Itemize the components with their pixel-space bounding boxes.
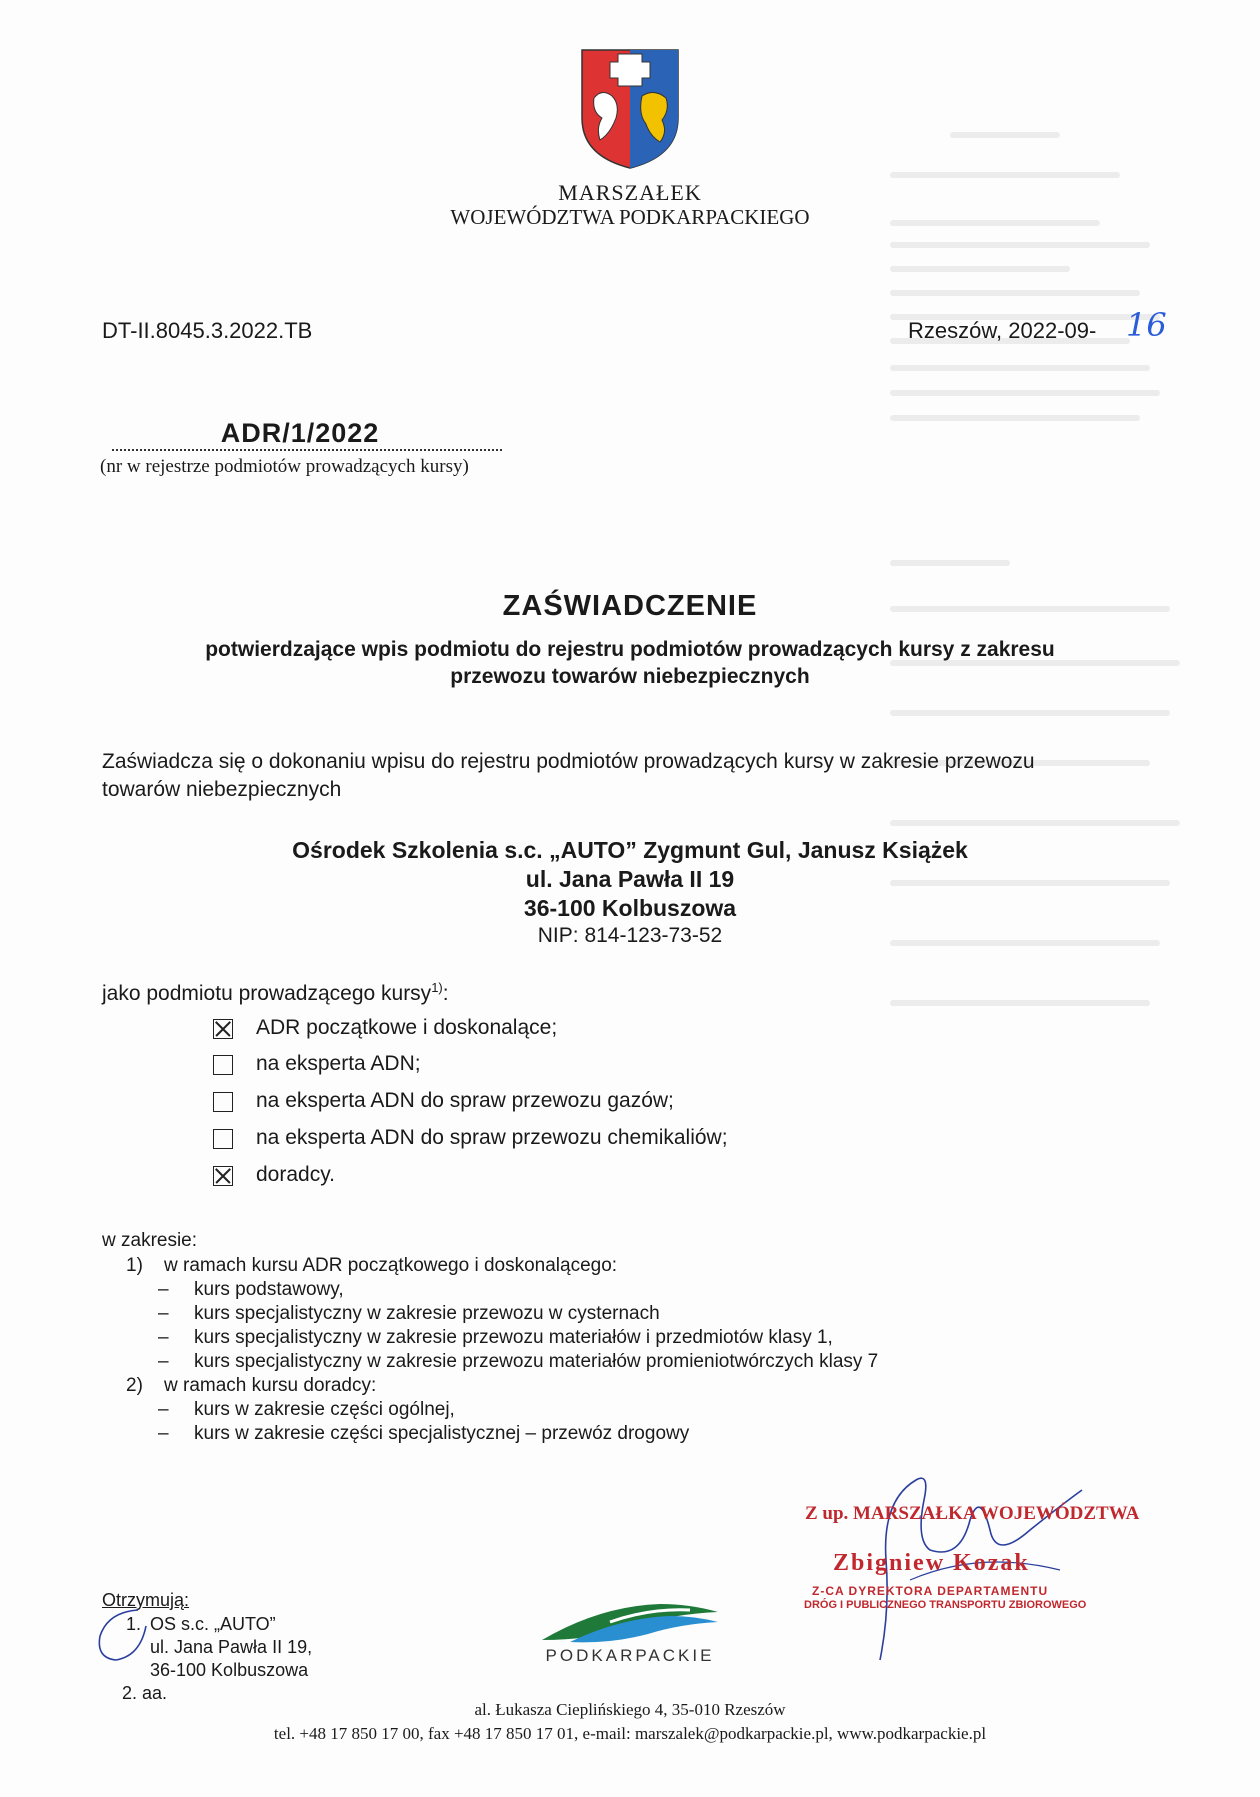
scope-group-label: w ramach kursu doradcy: bbox=[164, 1375, 377, 1396]
recipient-1-city: 36-100 Kolbuszowa bbox=[150, 1660, 309, 1680]
entity-city: 36-100 Kolbuszowa bbox=[523, 895, 737, 921]
scope-item-text: kurs specjalistyczny w zakresie przewozu materiałów i przedmiotów klasy 1, bbox=[194, 1327, 833, 1348]
reference-number: DT-II.8045.3.2022.TB bbox=[102, 318, 313, 343]
role-text bbox=[102, 980, 449, 1006]
scope-group-title bbox=[126, 1375, 376, 1397]
list-dash: – bbox=[158, 1303, 169, 1324]
register-number-dotted-line bbox=[112, 449, 502, 451]
scope-list-item bbox=[158, 1399, 455, 1421]
footer-contact: tel. +48 17 850 17 00, fax +48 17 850 17 01, e-mail: marszalek@podkarpackie.pl, www.podkarpackie.pl bbox=[273, 1724, 987, 1743]
recipient-1-name: OS s.c. „AUTO” bbox=[150, 1614, 276, 1634]
option-checkbox[interactable] bbox=[213, 1129, 233, 1149]
recipients-title: Otrzymują: bbox=[102, 1590, 190, 1610]
scope-item-text: kurs podstawowy, bbox=[194, 1279, 344, 1300]
scope-list-item bbox=[158, 1303, 660, 1325]
list-dash: – bbox=[158, 1399, 169, 1420]
stamp-position-line1: Z-CA DYREKTORA DEPARTAMENTU bbox=[812, 1584, 1049, 1598]
scope-group-number: 1) bbox=[126, 1255, 143, 1276]
option-label: ADR początkowe i doskonalące; bbox=[256, 1016, 558, 1039]
list-dash: – bbox=[158, 1279, 169, 1300]
option-checkbox[interactable] bbox=[213, 1092, 233, 1112]
intro-text-line1: Zaświadcza się o dokonaniu wpisu do rejestru podmiotów prowadzących kursy w zakresie przewozu bbox=[102, 750, 1035, 773]
scope-label: w zakresie: bbox=[102, 1230, 198, 1251]
list-dash: – bbox=[158, 1423, 169, 1444]
scope-list-item bbox=[158, 1351, 878, 1373]
scope-item-text: kurs specjalistyczny w zakresie przewozu materiałów promieniotwórczych klasy 7 bbox=[194, 1351, 879, 1372]
footnote-marker: 1) bbox=[431, 980, 443, 995]
document-subtitle-line1: potwierdzające wpis podmiotu do rejestru podmiotów prowadzących kursy z zakresu bbox=[205, 638, 1055, 661]
scope-list-item bbox=[158, 1423, 689, 1445]
option-label: na eksperta ADN do spraw przewozu gazów; bbox=[256, 1089, 674, 1112]
register-number: ADR/1/2022 bbox=[220, 418, 380, 448]
option-label: doradcy. bbox=[256, 1163, 335, 1186]
podkarpackie-brand-logo bbox=[540, 1596, 720, 1646]
recipient-2: 2. aa. bbox=[122, 1683, 168, 1703]
intro-text-line2: towarów niebezpiecznych bbox=[102, 778, 342, 801]
entity-nip: NIP: 814-123-73-52 bbox=[537, 924, 723, 947]
list-dash: – bbox=[158, 1327, 169, 1348]
recipient-1-street: ul. Jana Pawła II 19, bbox=[150, 1637, 313, 1657]
document-subtitle-line2: przewozu towarów niebezpiecznych bbox=[450, 665, 810, 688]
entity-name: Ośrodek Szkolenia s.c. „AUTO” Zygmunt Gul, Janusz Książek bbox=[292, 837, 968, 863]
option-checkbox[interactable] bbox=[213, 1166, 233, 1186]
brand-name: PODKARPACKIE bbox=[545, 1646, 715, 1665]
list-dash: – bbox=[158, 1351, 169, 1372]
option-checkbox[interactable] bbox=[213, 1055, 233, 1075]
document-title: ZAŚWIADCZENIE bbox=[502, 590, 758, 622]
option-label: na eksperta ADN do spraw przewozu chemikaliów; bbox=[256, 1126, 728, 1149]
stamp-signatory-name: Zbigniew Kozak bbox=[833, 1550, 1030, 1576]
scope-item-text: kurs w zakresie części specjalistycznej – przewóz drogowy bbox=[194, 1423, 690, 1444]
scope-item-text: kurs specjalistyczny w zakresie przewozu w cysternach bbox=[194, 1303, 660, 1324]
footer-address: al. Łukasza Cieplińskiego 4, 35-010 Rzeszów bbox=[474, 1700, 786, 1719]
coat-of-arms-logo bbox=[580, 48, 680, 170]
scope-group-title bbox=[126, 1255, 617, 1277]
role-label: jako podmiotu prowadzącego kursy bbox=[102, 982, 432, 1005]
option-checkbox[interactable] bbox=[213, 1019, 233, 1039]
entity-street: ul. Jana Pawła II 19 bbox=[525, 866, 735, 892]
scope-item-text: kurs w zakresie części ogólnej, bbox=[194, 1399, 455, 1420]
option-label: na eksperta ADN; bbox=[256, 1052, 421, 1075]
recipient-1-number: 1. bbox=[126, 1614, 142, 1634]
issue-date: Rzeszów, 2022-09- bbox=[908, 318, 1097, 343]
scope-list-item bbox=[158, 1327, 833, 1349]
handwritten-day: 16 bbox=[1126, 306, 1167, 344]
office-name-line1: MARSZAŁEK bbox=[558, 180, 702, 205]
office-name-line2: WOJEWÓDZTWA PODKARPACKIEGO bbox=[450, 205, 810, 229]
scope-group-number: 2) bbox=[126, 1375, 143, 1396]
stamp-authorization: Z up. MARSZAŁKA WOJEWÓDZTWA bbox=[805, 1503, 1140, 1524]
stamp-position-line2: DRÓG I PUBLICZNEGO TRANSPORTU ZBIOROWEGO bbox=[804, 1599, 1087, 1611]
scope-list-item bbox=[158, 1279, 344, 1301]
scope-group-label: w ramach kursu ADR początkowego i doskonalącego: bbox=[164, 1255, 618, 1276]
register-number-caption: (nr w rejestrze podmiotów prowadzących kursy) bbox=[100, 456, 469, 477]
role-colon: : bbox=[442, 982, 449, 1005]
